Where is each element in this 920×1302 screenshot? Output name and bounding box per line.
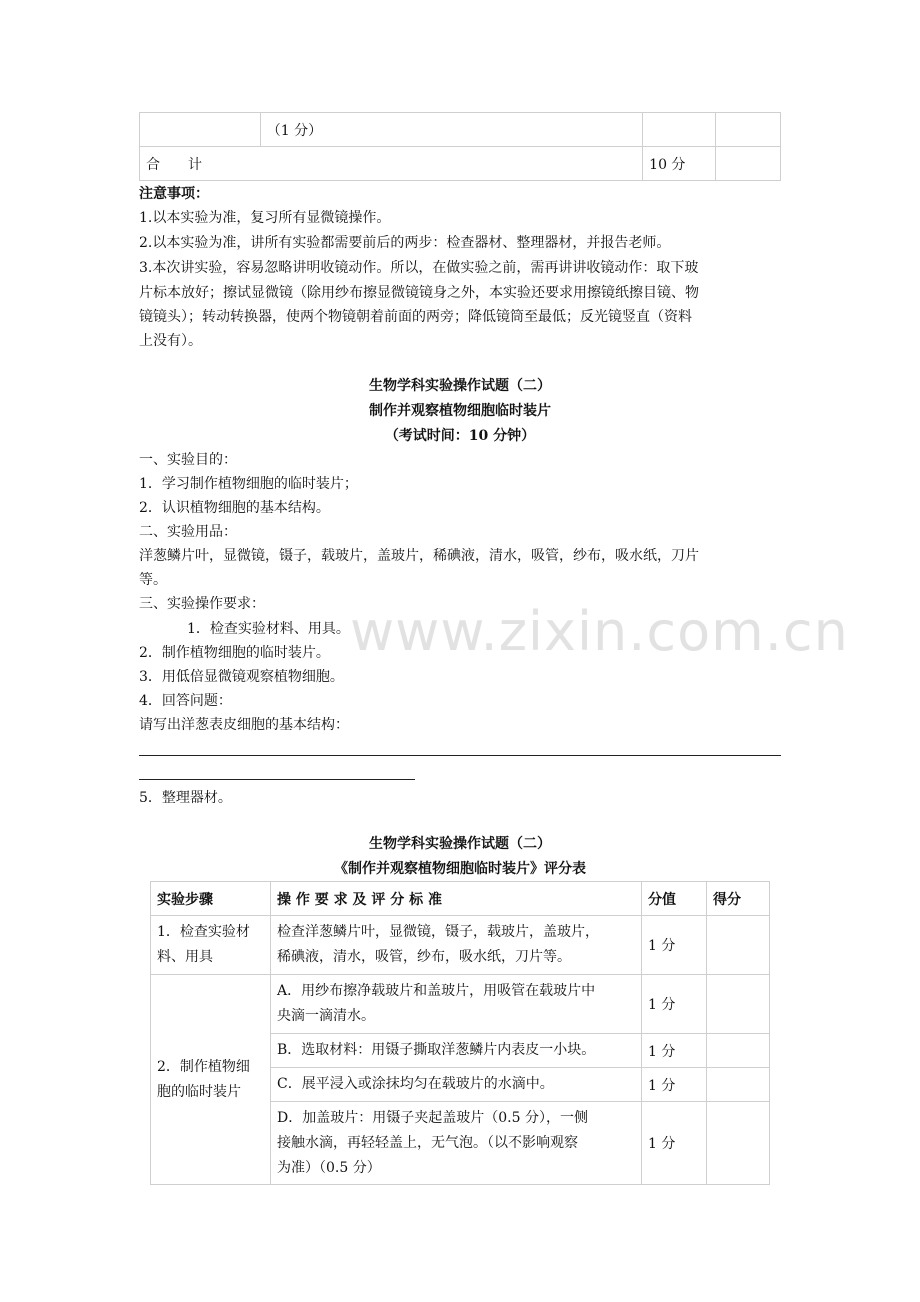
header-step: 实验步骤 — [151, 882, 271, 916]
step-text: 2．制作植物细 — [157, 1058, 250, 1075]
step-cell — [151, 916, 271, 975]
score-input-cell[interactable] — [707, 975, 770, 1034]
score-input-cell[interactable] — [707, 1068, 770, 1102]
step-text: 胞的临时装片 — [157, 1083, 241, 1100]
requirement-text: C．展平浸入或涂抹均匀在载玻片的水滴中。 — [277, 1076, 554, 1092]
exam-line: 三、实验操作要求： — [139, 596, 265, 612]
exam-line: 二、实验用品： — [139, 524, 237, 540]
notes-line: 2.以本实验为准，讲所有实验都需要前后的两步：检查器材、整理器材，并报告老师。 — [139, 235, 671, 251]
cell-text: （1 分） — [266, 122, 323, 139]
table-cell — [643, 113, 716, 147]
exam-title: 生物学科实验操作试题（二） — [369, 378, 551, 394]
exam-line: 等。 — [139, 572, 167, 588]
exam-line: 2．制作植物细胞的临时装片。 — [139, 645, 330, 661]
points-cell: 1 分 — [642, 1034, 707, 1068]
requirement-cell — [271, 1102, 642, 1185]
score-sheet-title: 生物学科实验操作试题（二） — [369, 836, 551, 852]
requirement-text: 稀碘液，清水，吸管，纱布，吸水纸，刀片等。 — [277, 949, 571, 965]
points-cell: 1 分 — [642, 975, 707, 1034]
notes-line: 上没有）。 — [139, 333, 202, 349]
exam-line: 4．回答问题： — [139, 693, 232, 709]
exam-line: 请写出洋葱表皮细胞的基本结构： — [139, 717, 349, 733]
points-cell: 1 分 — [642, 1102, 707, 1185]
notes-line: 片标本放好；擦试显微镜（除用纱布擦显微镜镜身之外，本实验还要求用擦镜纸擦目镜、物 — [139, 285, 699, 301]
header-requirements: 操 作 要 求 及 评 分 标 准 — [271, 882, 642, 916]
watermark: www.zixin.com.cn — [350, 600, 849, 663]
table-cell — [140, 113, 261, 147]
table-header-row — [151, 882, 770, 916]
table-row — [151, 916, 770, 975]
total-score: 10 分 — [649, 156, 686, 173]
notes-line: 1.以本实验为准，复习所有显微镜操作。 — [139, 210, 391, 226]
score-sheet-subtitle: 《制作并观察植物细胞临时装片》评分表 — [334, 861, 586, 877]
table-cell — [716, 147, 781, 181]
score-sheet-table — [150, 881, 770, 1185]
table-row — [140, 113, 781, 147]
total-label: 合 计 — [146, 156, 202, 173]
table-cell — [716, 113, 781, 147]
exam-line: 3．用低倍显微镜观察植物细胞。 — [139, 669, 344, 685]
step-text: 料、用具 — [157, 949, 213, 965]
requirement-text: 为准）（0.5 分） — [277, 1159, 381, 1176]
exam-line: 洋葱鳞片叶，显微镜，镊子，载玻片，盖玻片，稀碘液，清水，吸管，纱布，吸水纸，刀片 — [139, 548, 699, 564]
table-row — [140, 147, 781, 181]
exam-line: 2．认识植物细胞的基本结构。 — [139, 500, 330, 516]
notes-heading: 注意事项： — [139, 186, 209, 202]
requirement-cell — [271, 1034, 642, 1068]
requirement-text: A．用纱布擦净载玻片和盖玻片，用吸管在载玻片中 — [277, 983, 596, 999]
exam-subtitle: 制作并观察植物细胞临时装片 — [369, 403, 551, 419]
requirement-text: B．选取材料：用镊子撕取洋葱鳞片内表皮一小块。 — [277, 1042, 596, 1058]
requirement-text: 检查洋葱鳞片叶，显微镜，镊子，载玻片，盖玻片， — [277, 924, 599, 940]
requirement-cell — [271, 975, 642, 1034]
score-input-cell[interactable] — [707, 916, 770, 975]
header-points: 分值 — [642, 882, 707, 916]
points-cell: 1 分 — [642, 916, 707, 975]
exam-line: 1．检查实验材料、用具。 — [187, 621, 350, 637]
exam-line: 一、实验目的： — [139, 452, 237, 468]
header-score: 得分 — [707, 882, 770, 916]
answer-line[interactable] — [139, 755, 781, 756]
requirement-cell — [271, 1068, 642, 1102]
total-score-cell — [643, 147, 716, 181]
step-text: 1．检查实验材 — [157, 924, 250, 940]
exam-line: 5．整理器材。 — [139, 790, 232, 806]
requirement-text: 接触水滴，再轻轻盖上，无气泡。（以不影响观察 — [277, 1134, 578, 1151]
notes-line: 3.本次讲实验，容易忽略讲明收镜动作。所以，在做实验之前，需再讲讲收镜动作：取下玻 — [139, 260, 699, 276]
notes-line: 镜镜头）；转动转换器，使两个物镜朝着前面的两旁；降低镜筒至最低；反光镜竖直（资料 — [139, 309, 692, 325]
requirement-cell — [271, 916, 642, 975]
score-input-cell[interactable] — [707, 1102, 770, 1185]
answer-line[interactable] — [139, 779, 415, 780]
total-label-cell — [140, 147, 643, 181]
top-score-table — [139, 112, 781, 181]
step-cell — [151, 975, 271, 1185]
requirement-text: 央滴一滴清水。 — [277, 1008, 375, 1024]
table-cell — [260, 113, 642, 147]
exam-time: （考试时间：10 分钟） — [384, 428, 536, 444]
requirement-text: D．加盖玻片：用镊子夹起盖玻片（0.5 分），一侧 — [277, 1109, 588, 1126]
score-input-cell[interactable] — [707, 1034, 770, 1068]
points-cell: 1 分 — [642, 1068, 707, 1102]
table-row — [151, 975, 770, 1034]
exam-line: 1．学习制作植物细胞的临时装片； — [139, 476, 358, 492]
